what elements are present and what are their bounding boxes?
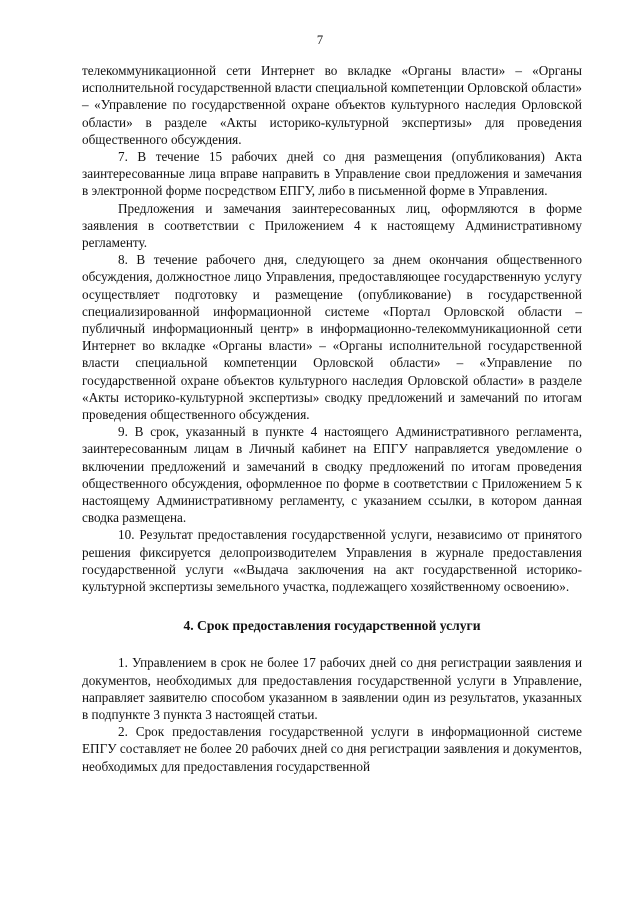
paragraph-section4-item-2: 2. Срок предоставления государственной услуги в информационной системе ЕПГУ составляет не более 20 рабочих дней со дня регистрации заявления и документов, необходимых для предоставления государственной xyxy=(82,724,582,774)
paragraph-item-7: 7. В течение 15 рабочих дней со дня размещения (опубликования) Акта заинтересованные лица вправе направить в Управление свои предложения и замечания в электронной форме посредством ЕПГУ, либо в письменной форме в Управления. xyxy=(82,149,582,199)
paragraph-item-9: 9. В срок, указанный в пункте 4 настоящего Административного регламента, заинтересованным лицам в Личный кабинет на ЕПГУ направляется уведомление о включении предложений и замечаний в сводку предложений по итогам проведения общественного обсуждения, оформленное по форме в соответствии с Приложением 5 к настоящему Административному регламенту, с указанием ссылки, в котором данная сводка размещена. xyxy=(82,424,582,526)
paragraph-item-10: 10. Результат предоставления государственной услуги, независимо от принятого решения фиксируется делопроизводителем Управления в журнале предоставления государственной услуги ««Выдача заключения на акт государственной историко-культурной экспертизы земельного участка, подлежащего хозяйственному освоению». xyxy=(82,527,582,595)
section-heading: 4. Срок предоставления государственной услуги xyxy=(183,618,481,634)
document-body xyxy=(82,62,582,775)
paragraph-continued: телекоммуникационной сети Интернет во вкладке «Органы власти» – «Органы исполнительной государственной власти специальной компетенции Орловской области» – «Управление по государственной охране объектов культурного наследия Орловской области» в разделе «Акты историко-культурной экспертизы» для проведения общественного обсуждения. xyxy=(82,63,582,147)
page-number: 7 xyxy=(316,33,324,47)
paragraph-proposals: Предложения и замечания заинтересованных лиц, оформляются в форме заявления в соответствии с Приложением 4 к настоящему Административному регламенту. xyxy=(82,200,582,251)
paragraph-section4-item-1: 1. Управлением в срок не более 17 рабочих дней со дня регистрации заявления и документов, необходимых для предоставления государственной услуги в Управление, направляет заявителю способом указанном в заявлении один из результатов, указанных в подпункте 3 пункта 3 настоящей статьи. xyxy=(82,655,582,722)
paragraph-item-8: 8. В течение рабочего дня, следующего за днем окончания общественного обсуждения, должностное лицо Управления, предоставляющее государственную услугу осуществляет подготовку и размещение (опубликование) в государственной специализированной информационной системе «Портал Орловской области – публичный информационный центр» в информационно-телекоммуникационной сети Интернет во вкладке «Органы власти» – «Органы исполнительной государственной власти специальной компетенции Орловской области» – «Управление по государственной охране объектов культурного наследия Орловской области» в разделе «Акты историко-культурной экспертизы» сводку предложений и замечаний по итогам проведения общественного обсуждения. xyxy=(82,252,582,423)
